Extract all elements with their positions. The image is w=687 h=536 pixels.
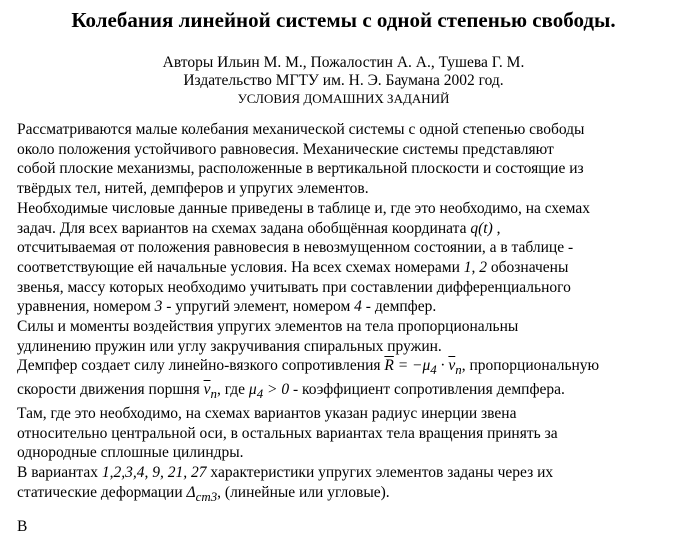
paragraph-damper bbox=[17, 356, 679, 404]
text-line: Рассматриваются малые колебания механической системы с одной степенью свободы bbox=[17, 121, 585, 138]
formula-subscript: 4 bbox=[256, 386, 264, 402]
damper-force-formula bbox=[384, 357, 462, 378]
paragraph-data bbox=[17, 199, 679, 317]
text-line: однородные сплошные цилиндры. bbox=[17, 444, 244, 462]
paragraph-variants bbox=[17, 463, 679, 507]
text-line: Необходимые числовые данные приведены в таблице и, где это необходимо, на схемах bbox=[17, 199, 591, 217]
authors-line: Авторы Ильин М. М., Пожалостин А. А., Тушева Г. М. bbox=[162, 54, 525, 71]
paragraph-forces bbox=[17, 317, 679, 356]
document-meta bbox=[0, 54, 687, 107]
text-fragment: характеристики упругих элементов заданы через их bbox=[206, 464, 554, 482]
text-line: отсчитываемая от положения равновесия в невозмущенном состоянии, а в таблице - bbox=[17, 239, 574, 257]
formula-symbol: $\overline{R}$ bbox=[384, 357, 394, 375]
text-fragment: - упругий элемент, номером bbox=[162, 298, 355, 316]
text-line: около положения устойчивого равновесия. Механические системы представляют bbox=[17, 140, 554, 158]
text-line: твёрдых тел, нитей, демпферов и упругих элементов. bbox=[17, 180, 369, 198]
formula-subscript: ст3 bbox=[195, 488, 218, 504]
cut-off-line: В bbox=[17, 518, 28, 535]
text-fragment: , пропорциональную bbox=[461, 357, 600, 375]
text-line: удлинению пружин или углу закручивания спиральных пружин. bbox=[17, 337, 442, 355]
text-fragment: - коэффициент сопротивления демпфера. bbox=[289, 381, 565, 399]
text-line: собой плоские механизмы, расположенные в вертикальной плоскости и состоящие из bbox=[17, 160, 584, 178]
variant-numbers: 1,2,3,4, 9, 21, 27 bbox=[101, 464, 207, 482]
paragraph-inertia bbox=[17, 404, 679, 463]
formula-subscript: 4 bbox=[430, 362, 437, 378]
text-fragment: , bbox=[492, 219, 501, 237]
text-fragment: задач. Для всех вариантов на схемах задана обобщённая координата bbox=[17, 219, 471, 237]
damping-coefficient-formula bbox=[248, 381, 290, 402]
text-line: звенья, массу которых необходимо учитывать при составлении дифференциального bbox=[17, 278, 571, 296]
document-title: Колебания линейной системы с одной степенью свободы. bbox=[71, 8, 616, 32]
document-subtitle: УСЛОВИЯ ДОМАШНИХ ЗАДАНИЙ bbox=[237, 91, 450, 106]
text-fragment: В вариантах bbox=[17, 464, 102, 482]
formula-subscript: п bbox=[210, 386, 217, 402]
formula-symbol: μ bbox=[248, 381, 257, 399]
generalized-coordinate: q(t) bbox=[470, 219, 493, 237]
formula-subscript: п bbox=[455, 362, 462, 378]
link-numbers: 1, 2 bbox=[463, 258, 488, 276]
text-fragment: скорости движения поршня bbox=[17, 381, 204, 399]
piston-velocity-formula bbox=[203, 381, 217, 402]
formula-symbol: = −μ bbox=[393, 357, 431, 375]
formula-symbol: · bbox=[436, 357, 449, 375]
text-fragment: уравнения, номером bbox=[17, 298, 155, 316]
paragraph-intro bbox=[17, 120, 679, 199]
text-fragment: - демпфер. bbox=[361, 298, 437, 316]
text-fragment: Демпфер создает силу линейно-вязкого сопротивления bbox=[17, 357, 385, 375]
text-line: Там, где это необходимо, на схемах вариантов указан радиус инерции звена bbox=[17, 405, 517, 423]
text-fragment: , где bbox=[216, 381, 249, 399]
document-body bbox=[17, 120, 679, 507]
static-deformation-formula bbox=[186, 483, 218, 504]
formula-symbol: Δ bbox=[186, 483, 196, 501]
formula-symbol: > 0 bbox=[263, 381, 290, 399]
text-fragment: статические деформации bbox=[17, 483, 187, 501]
formula-symbol: $\overline{v}$ bbox=[203, 381, 211, 399]
damper-number: 4 bbox=[354, 298, 362, 316]
text-fragment: , (линейные или угловые). bbox=[217, 483, 390, 501]
text-fragment: обозначены bbox=[487, 258, 569, 276]
text-line: Силы и моменты воздействия упругих элементов на тела пропорциональны bbox=[17, 318, 519, 336]
text-fragment: соответствующие ей начальные условия. На всех схемах номерами bbox=[17, 258, 464, 276]
publisher-line: Издательство МГТУ им. Н. Э. Баумана 2002 год. bbox=[183, 72, 504, 89]
elastic-number: 3 bbox=[154, 298, 163, 316]
text-line: относительно центральной оси, в остальных вариантах тела вращения принять за bbox=[17, 424, 558, 442]
formula-symbol: $\overline{v}$ bbox=[448, 357, 456, 375]
